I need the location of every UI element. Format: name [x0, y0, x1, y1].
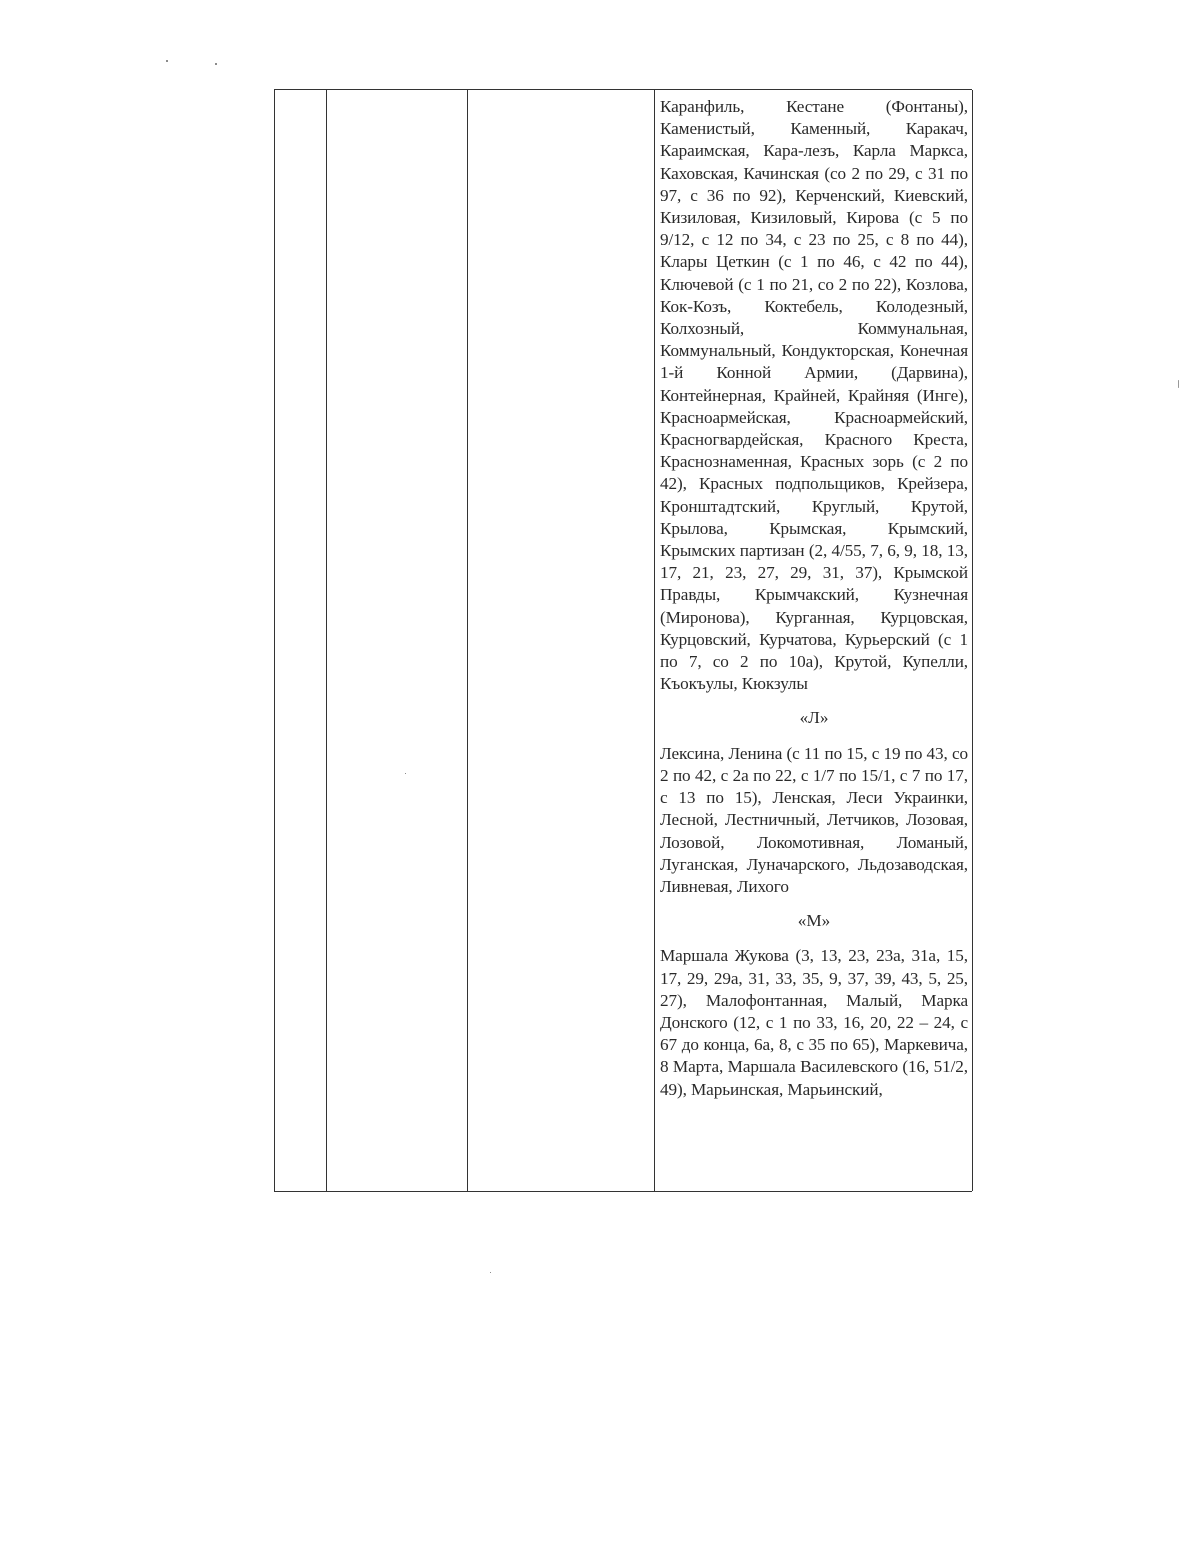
- table-column-number: [275, 90, 327, 1191]
- scan-speck: [166, 60, 168, 62]
- streets-paragraph-l: Лексина, Ленина (с 11 по 15, с 19 по 43, со 2 по 42, с 2а по 22, с 1/7 по 15/1, с 7 по 17, с 13 по 15), Ленская, Леси Украинки, Лесной, Лестничный, Летчиков, Лозовая, Лозовой, Локомотивная, Ломаный, Луганская, Луначарского, Льдозаводская, Ливневая, Лихого: [660, 743, 968, 896]
- scan-speck: [215, 63, 217, 65]
- letter-heading-l: «Л»: [799, 708, 829, 728]
- streets-paragraph-m: Маршала Жукова (3, 13, 23, 23а, 31а, 15, 17, 29, 29а, 31, 33, 35, 9, 37, 39, 43, 5, 25, 27), Малофонтанная, Малый, Марка Донского (12, с 1 по 33, 16, 20, 22 – 24, с 67 до конца, 6а, 8, с 35 по 65), Маркевича, 8 Марта, Маршала Василевского (16, 51/2, 49), Марьинская, Марьинский,: [660, 946, 968, 1099]
- streets-paragraph-k: Каранфиль, Кестане (Фонтаны), Каменистый, Каменный, Каракач, Караимская, Кара-лезъ, Карла Маркса, Каховская, Качинская (со 2 по 29, с 31 по 97, с 36 по 92), Керченский, Киевский, Кизиловая, Кизиловый, Кирова (с 5 по 9/12, с 12 по 34, с 23 по 25, с 8 по 44), Клары Цеткин (с 1 по 46, с 42 по 44), Ключевой (с 1 по 21, со 2 по 22), Козлова, Кок-Козъ, Коктебель, Колодезный, Колхозный, Коммунальная, Коммунальный, Кондукторская, Конечная 1-й Конной Армии, (Дарвина), Контейнерная, Крайней, Крайняя (Инге), Красноармейская, Красноармейский, Красногвардейская, Красного Креста, Краснознаменная, Красных зорь (с 2 по 42), Красных подпольщиков, Крейзера, Кронштадтский, Круглый, Крутой, Крылова, Крымская, Крымский, Крымских партизан (2, 4/55, 7, 6, 9, 18, 13, 17, 21, 23, 27, 29, 31, 37), Крымской Правды, Крымчакский, Кузнечная (Миронова), Курганная, Курцовская, Курцовский, Курчатова, Курьерский (с 1 по 7, со 2 по 10а), Крутой, Купелли, Къокъулы, Кюкзулы: [660, 97, 968, 694]
- letter-heading-m: «М»: [797, 911, 831, 931]
- table-column-streets: [655, 90, 973, 1191]
- scan-speck: [1178, 380, 1179, 388]
- table-column-name: [327, 90, 468, 1191]
- scan-speck: [490, 1272, 491, 1273]
- table-column-address: [468, 90, 655, 1191]
- street-list-table: [274, 89, 972, 1192]
